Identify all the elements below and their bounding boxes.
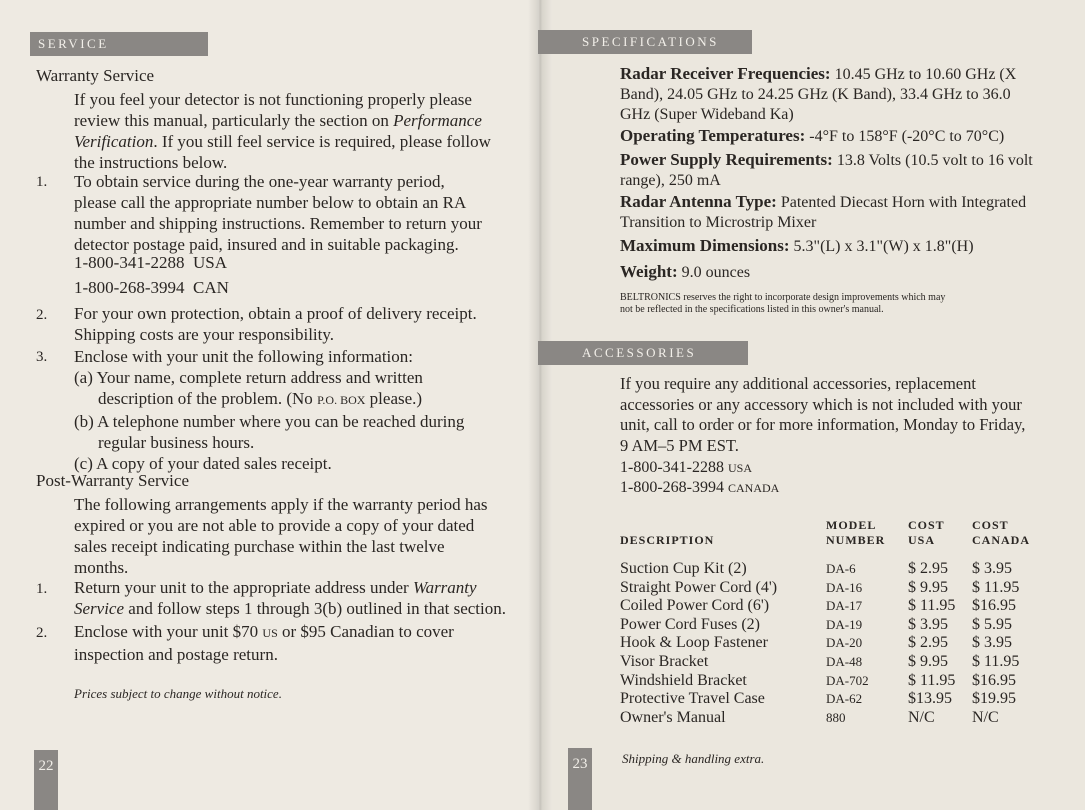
step-line: Enclose with your unit $70 US or $95 Canadian to cover [74,622,454,641]
phone-line: 1-800-268-3994 CANADA [620,479,780,496]
step-number: 3. [36,349,48,365]
post-warranty-intro [74,494,504,578]
warranty-step-1 [74,171,504,255]
intro-line [74,110,494,131]
intro-line: sales receipt indicating purchase within the last twelve [74,537,445,556]
warranty-intro [74,89,494,173]
step-line: please call the appropriate number below to obtain an RA [74,193,467,212]
table-row: Hook & Loop Fastener DA-20 $ 2.95 $ 3.95 [620,634,1012,652]
sub-item-b: (b) A telephone number where you can be reached during [74,412,465,431]
table-row: Protective Travel Case DA-62 $13.95 $19.95 [620,690,1016,708]
sub-item-a-cont: description of the problem. (No P.O. BOX please.) [98,389,423,408]
table-row: Windshield Bracket DA-702 $ 11.95 $16.95 [620,671,1016,689]
step-number: 1. [36,581,48,597]
step-line: To obtain service during the one-year warranty period, [74,172,445,191]
table-row: Owner's Manual 880 N/C N/C [620,708,999,726]
price-note: Prices subject to change without notice. [74,686,282,701]
accessories-phones [620,458,779,498]
step-line: Enclose with your unit the following information: [74,347,414,366]
intro-line: If you feel your detector is not functioning properly please [74,90,472,109]
spec-disclaimer: BELTRONICS reserves the right to incorporate design improvements which may not be reflected in the specifications listed in this owner's manual. [620,292,946,315]
intro-line: expired or you are not able to provide a copy of your dated [74,516,475,535]
intro-line: unit, call to order or for more information, Monday to Friday, [620,415,1026,434]
spec-power-supply: Power Supply Requirements: 13.8 Volts (10.5 volt to 16 volt range), 250 mA [620,150,1033,189]
col-description: DESCRIPTION [620,533,715,547]
intro-line: the instructions below. [74,153,228,172]
post-warranty-heading: Post-Warranty Service [36,471,189,490]
spec-operating-temperatures: Operating Temperatures: -4°F to 158°F (-20°C to 70°C) [620,126,1005,145]
step-number: 2. [36,307,48,323]
phone-usa: 1-800-341-2288 USA [74,253,227,272]
warranty-heading: Warranty Service [36,66,155,85]
intro-line: accessories or any accessory which is not included with your [620,394,1022,414]
table-row: Power Cord Fuses (2) DA-19 $ 3.95 $ 5.95 [620,615,1012,633]
intro-line: If you require any additional accessories, replacement [620,374,976,393]
step-line: detector postage paid, insured and in suitable packaging. [74,235,459,254]
post-warranty-step-2 [74,621,504,665]
section-band-specifications: SPECIFICATIONS [538,30,752,54]
intro-line [74,131,494,152]
spec-radar-frequencies: Radar Receiver Frequencies: 10.45 GHz to 10.60 GHz (X Band), 24.05 GHz to 24.25 GHz (K Band), 33.4 GHz to 36.0 GHz (Super Wideband Ka) [620,64,1017,123]
table-row: Visor Bracket DA-48 $ 9.95 $ 11.95 [620,652,1020,670]
table-header-row [620,518,1036,560]
step-line: number and shipping instructions. Remember to return your [74,214,482,233]
step-number: 1. [36,174,48,190]
warranty-sub-items [74,367,504,474]
warranty-step-3 [74,346,504,367]
page-number-right: 23 [568,748,592,810]
section-band-accessories: ACCESSORIES [538,341,748,365]
intro-line: The following arrangements apply if the warranty period has [74,495,488,514]
warranty-step-2 [74,303,504,345]
spec-antenna-type: Radar Antenna Type: Patented Diecast Horn with Integrated Transition to Microstrip Mixer [620,192,1027,231]
section-band-service: SERVICE [30,32,208,56]
spec-weight: Weight: 9.0 ounces [620,262,751,281]
accessories-table [620,518,1036,727]
col-cost-canada: COST CANADA [972,518,1030,547]
table-row: Suction Cup Kit (2) DA-6 $ 2.95 $ 3.95 [620,560,1012,577]
col-cost-usa: COST USA [908,518,945,547]
intro-italic: Verification [74,132,154,151]
accessories-intro [620,374,1040,456]
sub-item-a: (a) Your name, complete return address and written [74,368,423,387]
step-line: Return your unit to the appropriate address under Warranty [74,578,477,597]
step-line: Service and follow steps 1 through 3(b) outlined in that section. [74,599,506,618]
step-line: inspection and postage return. [74,645,278,664]
shipping-note: Shipping & handling extra. [622,751,765,766]
intro-italic: Performance [393,111,482,130]
sub-item-c: (c) A copy of your dated sales receipt. [74,454,332,473]
page-number-left: 22 [34,750,58,810]
phone-line: 1-800-341-2288 USA [620,459,752,476]
step-number: 2. [36,625,48,641]
table-row: Straight Power Cord (4') DA-16 $ 9.95 $ 11.95 [620,578,1020,596]
intro-text: . If you still feel service is required, please follow [153,132,491,151]
phone-can: 1-800-268-3994 CAN [74,278,229,297]
post-warranty-step-1 [74,577,514,619]
col-model: MODEL NUMBER [826,518,886,547]
step-line: For your own protection, obtain a proof of delivery receipt. [74,304,477,323]
table-row: Coiled Power Cord (6') DA-17 $ 11.95 $16.95 [620,597,1016,615]
step-line: Shipping costs are your responsibility. [74,325,335,344]
sub-item-b-cont: regular business hours. [98,433,255,452]
intro-line: 9 AM–5 PM EST. [620,435,739,455]
book-gutter [528,0,552,810]
spec-maximum-dimensions: Maximum Dimensions: 5.3"(L) x 3.1"(W) x 1.8"(H) [620,236,974,255]
intro-text: review this manual, particularly the section on [74,111,394,130]
intro-line: months. [74,558,129,577]
